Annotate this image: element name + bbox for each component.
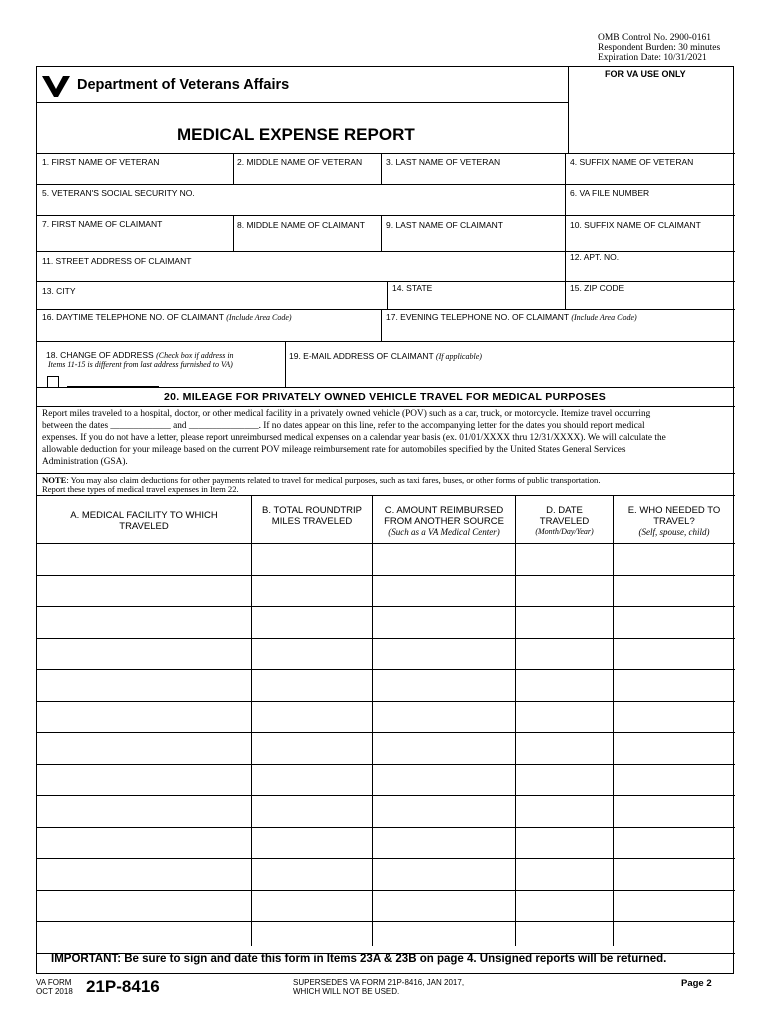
change-of-address-label: 18. CHANGE OF ADDRESS (Check box if address in Items 11-15 is different from last address furnished to VA) bbox=[46, 350, 234, 369]
row-1-miles-field[interactable] bbox=[253, 545, 370, 573]
first-name-veteran-field[interactable] bbox=[42, 167, 227, 183]
row-1-date-field[interactable] bbox=[517, 545, 611, 573]
last-name-claimant-label: 9. LAST NAME OF CLAIMANT bbox=[386, 220, 503, 230]
row-3-date-field[interactable] bbox=[517, 608, 611, 636]
row-7-who-field[interactable] bbox=[615, 734, 733, 762]
for-va-use-only: FOR VA USE ONLY bbox=[605, 69, 686, 79]
row-2-who-field[interactable] bbox=[615, 577, 733, 605]
row-4-date-field[interactable] bbox=[517, 640, 611, 668]
state-label: 14. STATE bbox=[392, 283, 433, 293]
form-number: 21P-8416 bbox=[86, 977, 160, 996]
va-file-number-field[interactable] bbox=[570, 198, 730, 214]
first-name-veteran-label: 1. FIRST NAME OF VETERAN bbox=[42, 157, 160, 167]
row-3-who-field[interactable] bbox=[615, 608, 733, 636]
daytime-phone-label: 16. DAYTIME TELEPHONE NO. OF CLAIMANT (Include Area Code) bbox=[42, 312, 292, 322]
page-title: MEDICAL EXPENSE REPORT bbox=[177, 125, 415, 144]
respondent-burden: Respondent Burden: 30 minutes bbox=[598, 43, 721, 53]
section-20-heading: 20. MILEAGE FOR PRIVATELY OWNED VEHICLE TRAVEL FOR MEDICAL PURPOSES bbox=[163, 391, 607, 403]
row-8-who-field[interactable] bbox=[615, 766, 733, 794]
row-10-reimbursed-field[interactable] bbox=[374, 829, 513, 857]
email-address-field[interactable] bbox=[289, 363, 729, 385]
apt-no-label: 12. APT. NO. bbox=[570, 252, 620, 262]
row-11-date-field[interactable] bbox=[517, 860, 611, 888]
row-3-miles-field[interactable] bbox=[253, 608, 370, 636]
row-7-date-field[interactable] bbox=[517, 734, 611, 762]
middle-name-veteran-field[interactable] bbox=[237, 167, 377, 183]
row-9-date-field[interactable] bbox=[517, 797, 611, 825]
daytime-phone-note: (Include Area Code) bbox=[226, 313, 292, 322]
supersedes-note: SUPERSEDES VA FORM 21P-8416, JAN 2017, WHICH WILL NOT BE USED. bbox=[293, 978, 465, 996]
evening-phone-note: (Include Area Code) bbox=[571, 313, 637, 322]
row-6-facility-field[interactable] bbox=[39, 703, 249, 731]
note-label: NOTE bbox=[42, 475, 67, 485]
instructions-line-1: Report miles traveled to a hospital, doctor, or other medical facility in a privately owned vehicle (POV) such as a car, truck, or motorcycle. Itemize travel occurring bbox=[42, 409, 651, 419]
row-4-who-field[interactable] bbox=[615, 640, 733, 668]
row-13-date-field[interactable] bbox=[517, 923, 611, 951]
row-2-date-field[interactable] bbox=[517, 577, 611, 605]
change-of-address-note-2: Items 11-15 is different from last address furnished to VA) bbox=[48, 360, 233, 369]
column-a-header: A. MEDICAL FACILITY TO WHICH TRAVELED bbox=[70, 510, 218, 532]
row-8-facility-field[interactable] bbox=[39, 766, 249, 794]
row-10-date-field[interactable] bbox=[517, 829, 611, 857]
row-13-miles-field[interactable] bbox=[253, 923, 370, 951]
row-2-reimbursed-field[interactable] bbox=[374, 577, 513, 605]
instructions-line-5: Administration (GSA). bbox=[42, 457, 128, 467]
last-name-veteran-field[interactable] bbox=[386, 167, 561, 183]
row-9-reimbursed-field[interactable] bbox=[374, 797, 513, 825]
page-number: Page 2 bbox=[681, 978, 712, 989]
row-11-who-field[interactable] bbox=[615, 860, 733, 888]
column-d-header: D. DATE TRAVELED (Month/Day/Year) bbox=[535, 505, 594, 536]
suffix-name-claimant-label: 10. SUFFIX NAME OF CLAIMANT bbox=[570, 220, 701, 230]
middle-name-veteran-label: 2. MIDDLE NAME OF VETERAN bbox=[237, 157, 363, 167]
suffix-name-veteran-label: 4. SUFFIX NAME OF VETERAN bbox=[570, 157, 694, 167]
row-4-facility-field[interactable] bbox=[39, 640, 249, 668]
instructions-line-4: allowable deduction for your mileage based on the current POV mileage reimbursement rate for automobiles specified by the United States General Services bbox=[42, 445, 626, 455]
row-10-facility-field[interactable] bbox=[39, 829, 249, 857]
row-12-date-field[interactable] bbox=[517, 892, 611, 920]
suffix-name-claimant-field[interactable] bbox=[570, 231, 730, 249]
row-12-who-field[interactable] bbox=[615, 892, 733, 920]
row-2-facility-field[interactable] bbox=[39, 577, 249, 605]
row-11-reimbursed-field[interactable] bbox=[374, 860, 513, 888]
omb-info bbox=[598, 33, 720, 63]
last-name-veteran-label: 3. LAST NAME OF VETERAN bbox=[386, 157, 501, 167]
daytime-phone-field[interactable] bbox=[42, 323, 377, 339]
veteran-ssn-field[interactable] bbox=[42, 198, 557, 214]
form-frame bbox=[36, 66, 734, 974]
row-8-date-field[interactable] bbox=[517, 766, 611, 794]
column-e-header: E. WHO NEEDED TO TRAVEL? (Self, spouse, child) bbox=[627, 505, 721, 537]
row-5-who-field[interactable] bbox=[615, 671, 733, 699]
row-7-facility-field[interactable] bbox=[39, 734, 249, 762]
zip-code-field[interactable] bbox=[570, 294, 730, 308]
last-name-claimant-field[interactable] bbox=[386, 231, 561, 249]
middle-name-claimant-field[interactable] bbox=[237, 231, 377, 249]
row-11-facility-field[interactable] bbox=[39, 860, 249, 888]
column-b-header: B. TOTAL ROUNDTRIP MILES TRAVELED bbox=[262, 505, 362, 527]
column-c-header: C. AMOUNT REIMBURSED FROM ANOTHER SOURCE (Such as a VA Medical Center) bbox=[384, 505, 504, 537]
note-line-2: Report these types of medical travel expenses in Item 22. bbox=[42, 484, 239, 494]
row-13-facility-field[interactable] bbox=[39, 923, 249, 951]
row-10-who-field[interactable] bbox=[615, 829, 733, 857]
row-5-date-field[interactable] bbox=[517, 671, 611, 699]
section-20-note bbox=[42, 476, 728, 494]
email-note: (If applicable) bbox=[435, 352, 482, 361]
row-5-facility-field[interactable] bbox=[39, 671, 249, 699]
row-8-reimbursed-field[interactable] bbox=[374, 766, 513, 794]
middle-name-claimant-label: 8. MIDDLE NAME OF CLAIMANT bbox=[237, 220, 365, 230]
row-3-facility-field[interactable] bbox=[39, 608, 249, 636]
city-field[interactable] bbox=[42, 295, 382, 308]
zip-code-label: 15. ZIP CODE bbox=[570, 283, 625, 293]
row-11-miles-field[interactable] bbox=[253, 860, 370, 888]
row-9-who-field[interactable] bbox=[615, 797, 733, 825]
instructions-line-2: between the dates _____________ and _______________. If no dates appear on this line, refer to the accompanying letter for the dates you should report medical bbox=[42, 421, 645, 431]
row-1-reimbursed-field[interactable] bbox=[374, 545, 513, 573]
row-12-reimbursed-field[interactable] bbox=[374, 892, 513, 920]
row-1-who-field[interactable] bbox=[615, 545, 733, 573]
section-20-instructions bbox=[42, 408, 728, 468]
email-address-label: 19. E-MAIL ADDRESS OF CLAIMANT (If applicable) bbox=[289, 351, 482, 361]
row-9-miles-field[interactable] bbox=[253, 797, 370, 825]
first-name-claimant-field[interactable] bbox=[42, 231, 227, 249]
row-8-miles-field[interactable] bbox=[253, 766, 370, 794]
instructions-line-3: expenses. If you do not have a letter, please report unreimbursed medical expenses on a calendar year basis (ex. 01/01/XXXX thru 12/31/XXXX). We will calculate the bbox=[42, 433, 666, 443]
evening-phone-field[interactable] bbox=[386, 323, 730, 339]
va-file-number-label: 6. VA FILE NUMBER bbox=[570, 188, 650, 198]
row-9-facility-field[interactable] bbox=[39, 797, 249, 825]
row-1-facility-field[interactable] bbox=[39, 545, 249, 573]
row-2-miles-field[interactable] bbox=[253, 577, 370, 605]
va-form-label: VA FORM OCT 2018 bbox=[36, 978, 73, 996]
apt-no-field[interactable] bbox=[570, 264, 730, 280]
row-5-miles-field[interactable] bbox=[253, 671, 370, 699]
city-label: 13. CITY bbox=[42, 286, 76, 296]
row-4-miles-field[interactable] bbox=[253, 640, 370, 668]
change-of-address-note: (Check box if address in bbox=[156, 351, 234, 360]
row-4-reimbursed-field[interactable] bbox=[374, 640, 513, 668]
street-address-field[interactable] bbox=[42, 266, 557, 280]
street-address-label: 11. STREET ADDRESS OF CLAIMANT bbox=[42, 256, 192, 266]
evening-phone-label: 17. EVENING TELEPHONE NO. OF CLAIMANT (Include Area Code) bbox=[386, 312, 637, 322]
row-13-reimbursed-field[interactable] bbox=[374, 923, 513, 951]
important-notice: IMPORTANT: Be sure to sign and date this form in Items 23A & 23B on page 4. Unsigned reports will be returned. bbox=[51, 953, 667, 965]
row-10-miles-field[interactable] bbox=[253, 829, 370, 857]
row-5-reimbursed-field[interactable] bbox=[374, 671, 513, 699]
veteran-ssn-label: 5. VETERAN'S SOCIAL SECURITY NO. bbox=[42, 188, 195, 198]
note-line-1: : You may also claim deductions for other payments related to travel for medical purposes, such as taxi fares, buses, or other forms of public transportation. bbox=[66, 475, 601, 485]
omb-control-number: OMB Control No. 2900-0161 bbox=[598, 33, 711, 43]
row-6-date-field[interactable] bbox=[517, 703, 611, 731]
state-field[interactable] bbox=[392, 294, 562, 308]
row-6-reimbursed-field[interactable] bbox=[374, 703, 513, 731]
suffix-name-veteran-field[interactable] bbox=[570, 167, 730, 183]
first-name-claimant-label: 7. FIRST NAME OF CLAIMANT bbox=[42, 219, 163, 229]
row-12-miles-field[interactable] bbox=[253, 892, 370, 920]
row-6-miles-field[interactable] bbox=[253, 703, 370, 731]
row-13-who-field[interactable] bbox=[615, 923, 733, 951]
expiration-date: Expiration Date: 10/31/2021 bbox=[598, 53, 707, 63]
row-3-reimbursed-field[interactable] bbox=[374, 608, 513, 636]
row-6-who-field[interactable] bbox=[615, 703, 733, 731]
va-logo-icon bbox=[41, 72, 71, 98]
department-name: Department of Veterans Affairs bbox=[77, 77, 290, 93]
row-12-facility-field[interactable] bbox=[39, 892, 249, 920]
row-7-reimbursed-field[interactable] bbox=[374, 734, 513, 762]
row-7-miles-field[interactable] bbox=[253, 734, 370, 762]
